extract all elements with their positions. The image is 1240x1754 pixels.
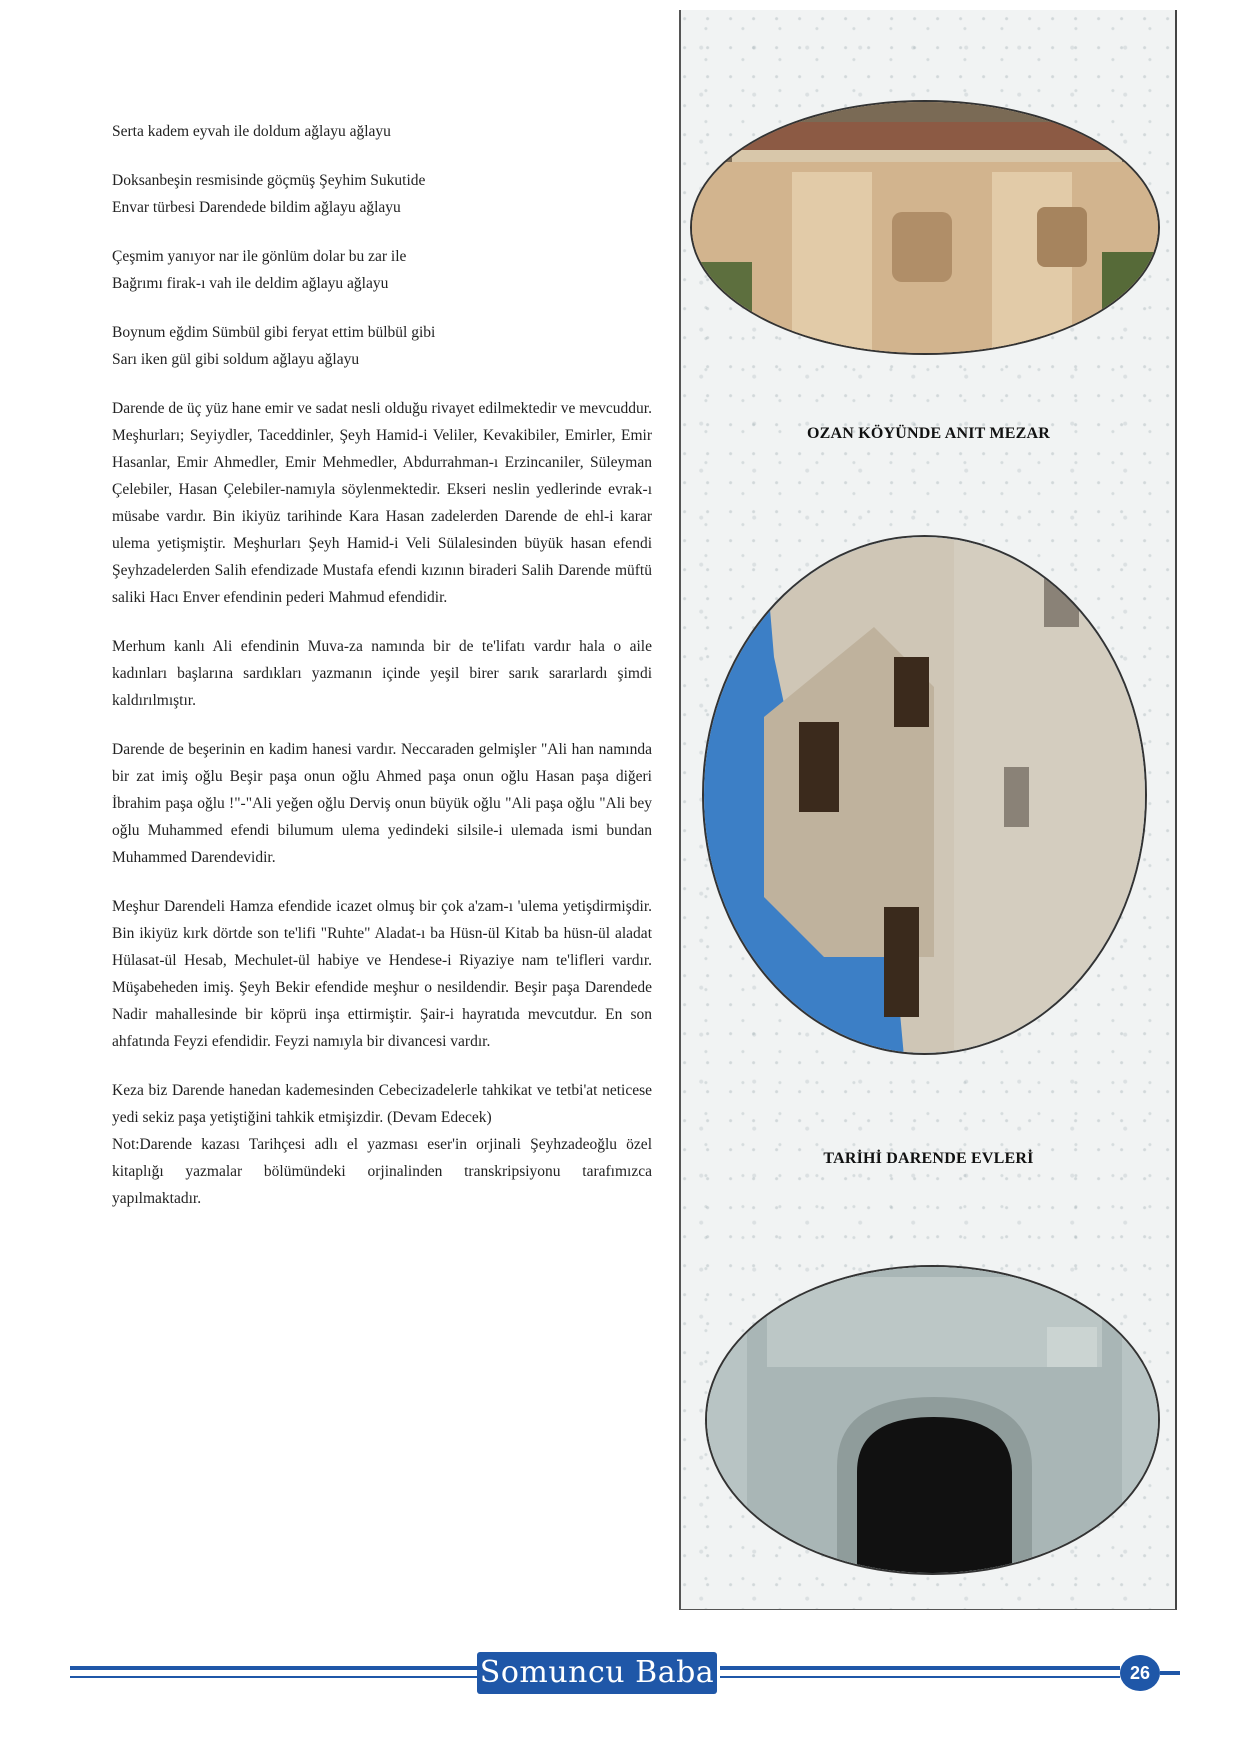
footer-rule: [70, 1676, 480, 1678]
poem-line: Envar türbesi Darendede bildim ağlayu ağlayu: [112, 199, 401, 216]
caption-monument: OZAN KÖYÜNDE ANIT MEZAR: [807, 425, 1050, 442]
stone-portal-image: [707, 1267, 1160, 1575]
stone-portal-photo: [705, 1265, 1160, 1575]
poem-stanza: [112, 319, 652, 373]
article-paragraph: Darende de beşerinin en kadim hanesi vardır. Neccaraden gelmişler "Ali han namında bir zat imiş oğlu Beşir paşa onun oğlu Ahmed paşa onun oğlu Hasan paşa diğeri İbrahim paşa oğlu !"-"Ali yeğen oğlu Derviş onun büyük oğlu "Ali paşa oğlu "Ali bey oğlu Muhammed efendi bilumum ulema yedindeki silsile-i ulemada ismi bundan Muhammed Darendevidir.: [112, 741, 652, 866]
article-paragraph: Merhum kanlı Ali efendinin Muva-za namında bir de te'lifatı vardır hala o aile kadınları başlarına sardıkları yazmanın içinde yeşil birer sarık sararlardı şimdi kaldırılmıştır.: [112, 638, 652, 709]
poem-line: Serta kadem eyvah ile doldum ağlayu ağlayu: [112, 123, 391, 140]
poem-line: Bağrımı firak-ı vah ile deldim ağlayu ağlayu: [112, 275, 389, 292]
monument-tomb-photo: [690, 100, 1160, 355]
column-divider: [679, 10, 681, 1610]
magazine-brand: Somuncu Baba: [477, 1652, 717, 1694]
poem-stanza: [112, 167, 652, 221]
historic-houses-image: [704, 537, 1147, 1055]
footer-rule: [720, 1676, 1120, 1678]
page-number: 26: [1120, 1655, 1160, 1691]
poem-line: Boynum eğdim Sümbül gibi feryat ettim bülbül gibi: [112, 324, 436, 341]
poem-line: Çeşmim yanıyor nar ile gönlüm dolar bu zar ile: [112, 248, 407, 265]
caption-houses: TARİHİ DARENDE EVLERİ: [823, 1150, 1034, 1167]
article-paragraph: Keza biz Darende hanedan kademesinden Cebecizadelerle tahkikat ve tetbi'at neticese yedi sekiz paşa yetiştiğini tahkik etmişizdir. (Devam Edecek): [112, 1082, 652, 1126]
article-paragraph: Meşhur Darendeli Hamza efendide icazet olmuş bir çok a'zam-ı 'ulema yetişdirmişdir. Bin ikiyüz kırk dörtde son te'lifi "Ruhte" Aladat-ı ba Hüsn-ül Kitab ba hüsn-ül aladat Hülasat-ül Hesab, Mechulet-ül habiye ve Hendese-i Riyaziye nam te'lifleri vardır. Müşabeheden imiş. Şeyh Bekir efendide meşhur o nesildendir. Beşir paşa Darendede Nadir mahallesinde bir köprü inşa ettirmiştir. Şair-i hayratıda mevcutdur. En son ahfatında Feyzi efendidir. Feyzi namıyla bir divancesi vardır.: [112, 898, 652, 1050]
article-paragraph: Darende de üç yüz hane emir ve sadat nesli olduğu rivayet edilmektedir ve mevcuddur. Meşhurları; Seyiydler, Taceddinler, Şeyh Hamid-i Veliler, Kevakibiler, Emirler, Emir Hasanlar, Emir Ahmedler, Emir Mehmedler, Abdurrahman-ı Erzincaniler, Süleyman Çelebiler, Hasan Çelebiler-namıyla söylenmektedir. Ekseri neslin yedlerinde evrak-ı müsabe vardır. Bin ikiyüz tarihinde Kara Hasan zadelerden Darende de ehl-i karar ulema yetişmiştir. Meşhurları Şeyh Hamid-i Veli Sülalesinden büyük hasan efendi Şeyhzadelerden Salih efendizade Mustafa efendi kızının biraderi Salih Darende müftü saliki Hacı Enver efendinin pederi Mahmud efendidir.: [112, 400, 652, 606]
poem-stanza: [112, 118, 652, 145]
monument-tomb-image: [692, 102, 1160, 355]
footer-rule: [720, 1666, 1120, 1670]
poem-line: Doksanbeşin resmisinde göçmüş Şeyhim Sukutide: [112, 172, 426, 189]
article-body: [112, 118, 652, 1212]
poem-line: Sarı iken gül gibi soldum ağlayu ağlayu: [112, 351, 360, 368]
poem-stanza: [112, 243, 652, 297]
historic-houses-photo: [702, 535, 1147, 1055]
footer-rule: [1160, 1671, 1180, 1675]
footer-rule: [70, 1666, 480, 1670]
footnote: Not:Darende kazası Tarihçesi adlı el yazması eser'in orjinali Şeyhzadeoğlu özel kitaplığı yazmalar bölümündeki orjinalinden transkripsiyonu tarafımızca yapılmaktadır.: [112, 1136, 652, 1207]
